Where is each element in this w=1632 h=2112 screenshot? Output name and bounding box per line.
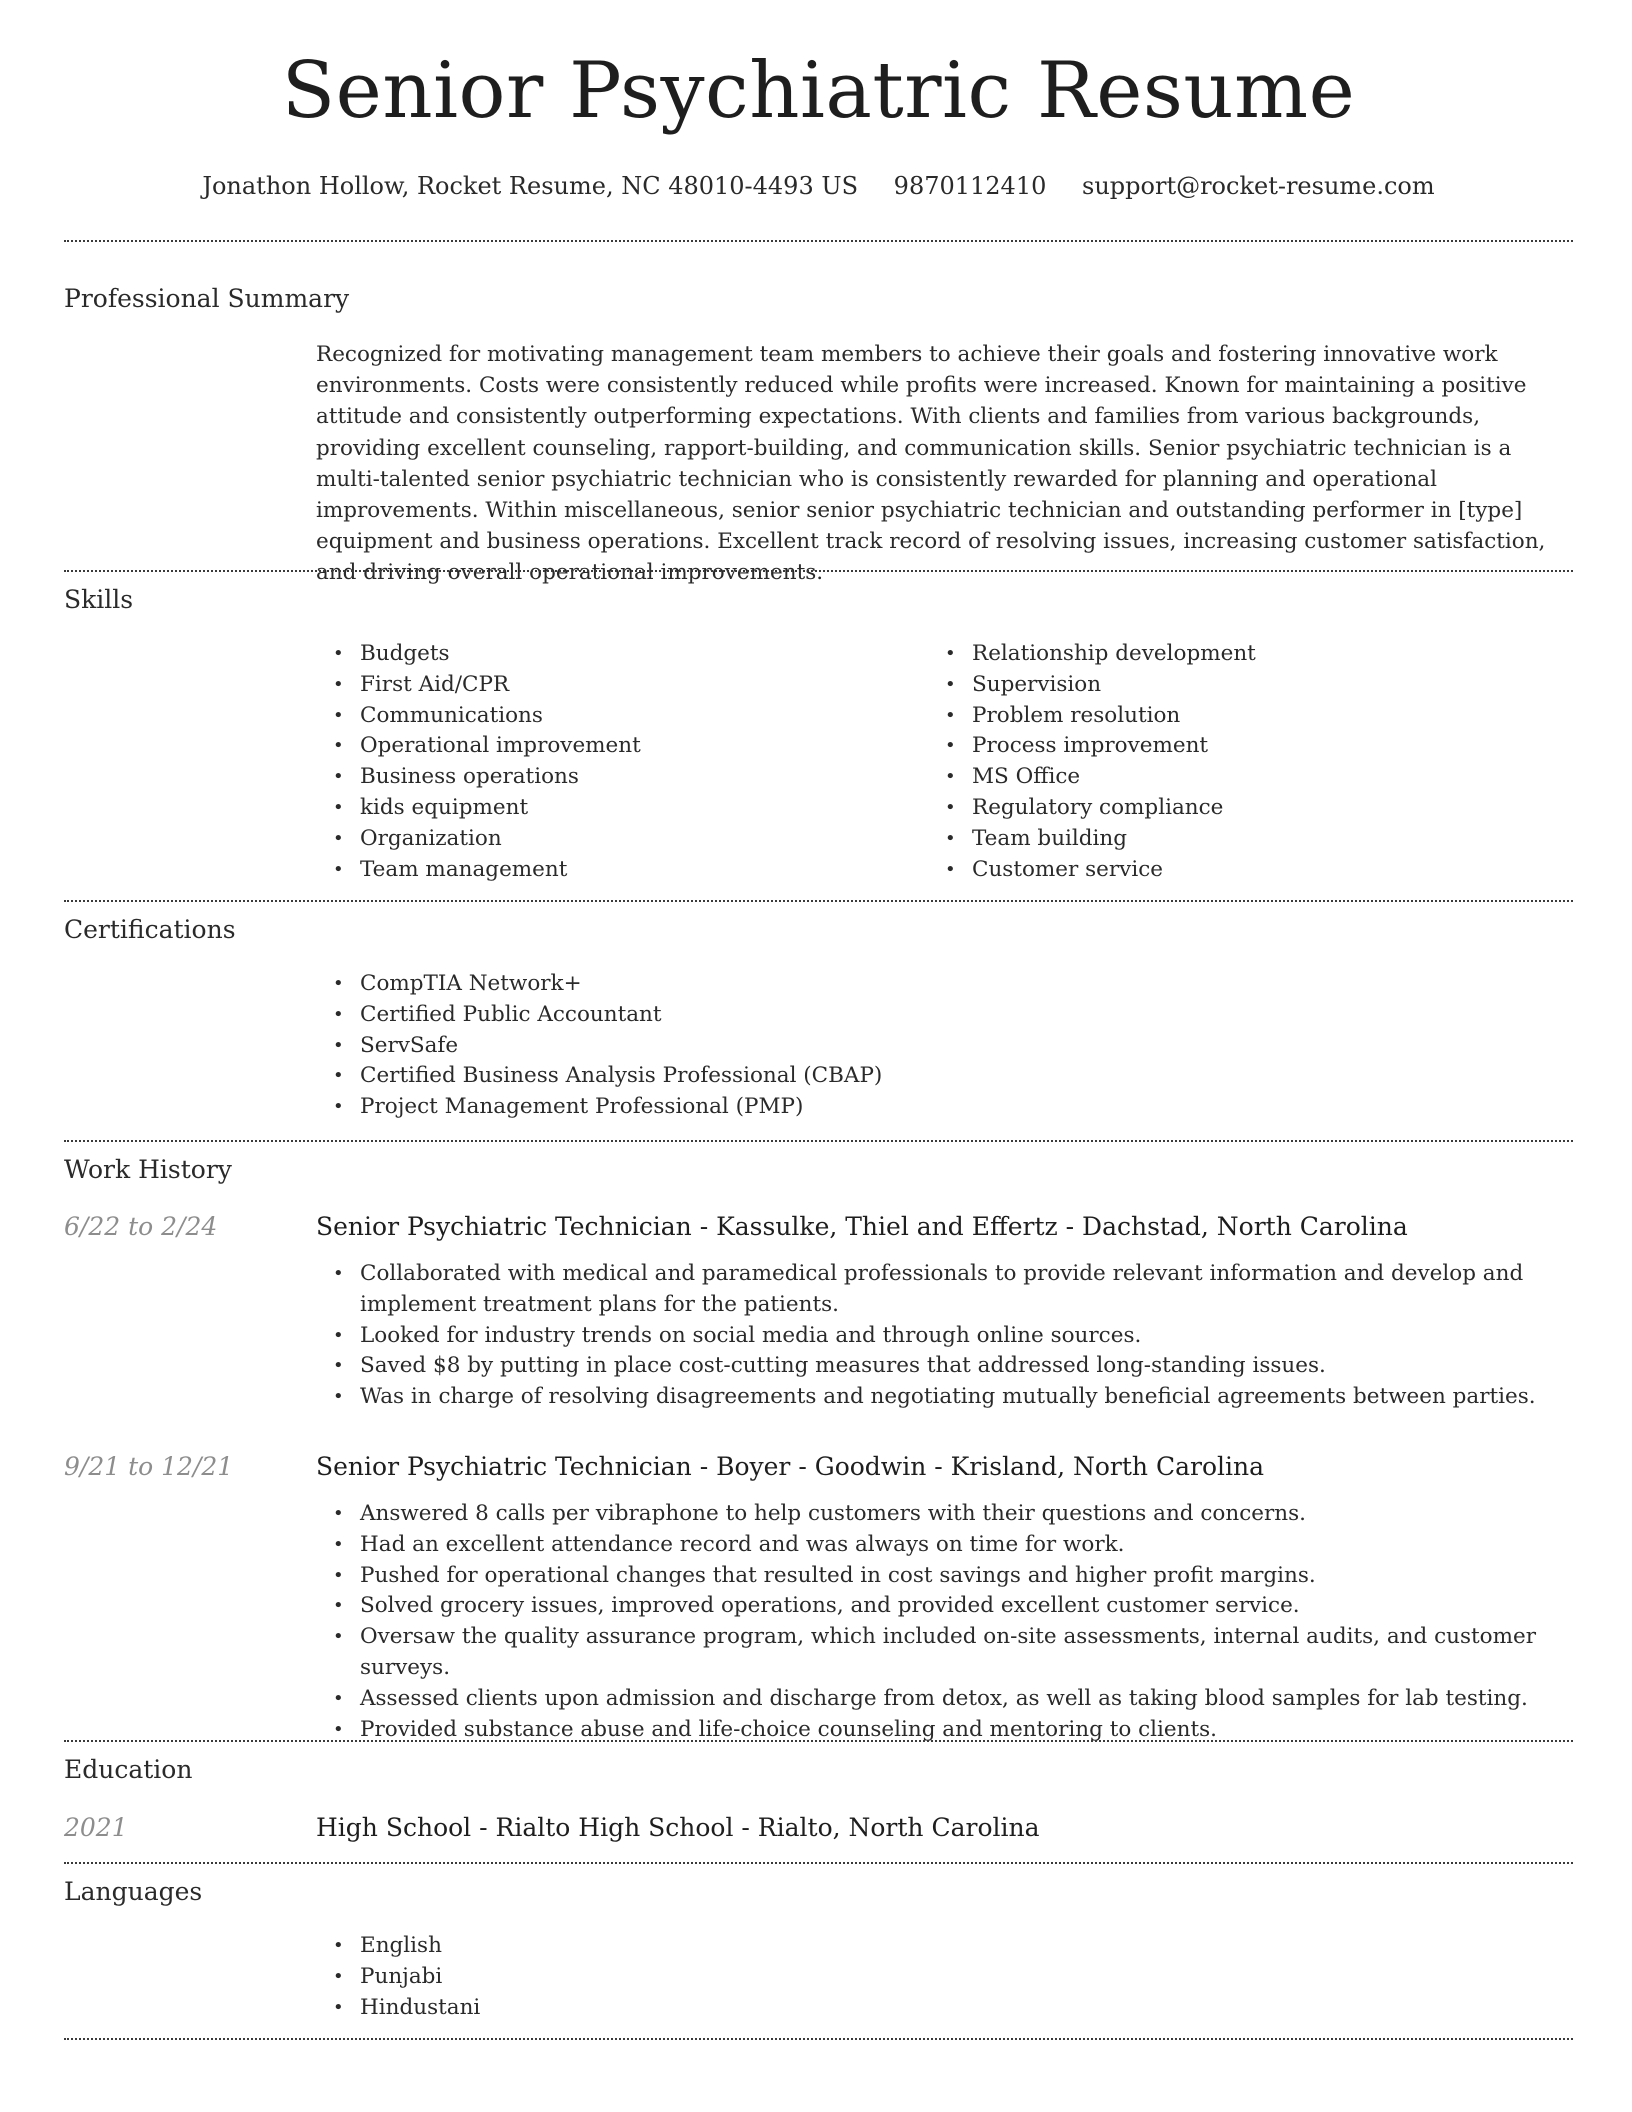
certification-item: • Project Management Professional (PMP) (360, 1092, 1560, 1123)
skill-item: • Team building (972, 824, 1572, 855)
job-bullet: • Answered 8 calls per vibraphone to help customers with their questions and concerns. (360, 1499, 1617, 1530)
skill-item: • Customer service (972, 855, 1572, 886)
job-title: Senior Psychiatric Technician - Kassulke, Thiel and Effertz - Dachstad, North Carolina (316, 1212, 1408, 1241)
certification-item: • CompTIA Network+ (360, 969, 1560, 1000)
job-bullet: • Saved $8 by putting in place cost-cutting measures that addressed long-standing issues. (360, 1351, 1617, 1382)
certifications-list (316, 969, 1560, 1123)
skill-item: • Regulatory compliance (972, 793, 1572, 824)
languages-heading: Languages (64, 1877, 203, 1906)
language-item: • Punjabi (360, 1962, 960, 1993)
job-bullets (316, 1259, 1617, 1413)
skill-item: • Business operations (360, 762, 920, 793)
job-dates: 6/22 to 2/24 (64, 1212, 218, 1241)
job-dates: 9/21 to 12/21 (64, 1452, 234, 1481)
contact-line (64, 174, 1573, 198)
skill-item: • Operational improvement (360, 731, 920, 762)
certifications-heading: Certifications (64, 915, 236, 944)
certification-item: • ServSafe (360, 1031, 1560, 1062)
certification-item: • Certified Business Analysis Professional (CBAP) (360, 1061, 1560, 1092)
skill-item: • MS Office (972, 762, 1572, 793)
divider (64, 2038, 1573, 2040)
job-bullet: • Collaborated with medical and paramedical professionals to provide relevant information and develop and implement treatment plans for the patients. (360, 1259, 1617, 1321)
divider (64, 1140, 1573, 1142)
job-bullet: • Oversaw the quality assurance program, which included on-site assessments, internal audits, and customer surveys. (360, 1622, 1617, 1684)
contact-email: support@rocket-resume.com (1082, 172, 1435, 200)
skills-list-right (928, 639, 1572, 885)
job-bullets (316, 1499, 1617, 1745)
divider (64, 570, 1573, 572)
language-item: • English (360, 1931, 960, 1962)
skill-item: • kids equipment (360, 793, 920, 824)
summary-text: Recognized for motivating management team members to achieve their goals and fostering innovative work environments. Costs were consistently reduced while profits were increased. Known for maintaining a positive attitude and consistently outperforming expectations. With clients and families from various backgrounds, providing excellent counseling, rapport-building, and communication skills. Senior psychiatric technician is a multi-talented senior psychiatric technician who is consistently rewarded for planning and operational improvements. Within miscellaneous, senior senior psychiatric technician and outstanding performer in [type] equipment and business operations. Excellent track record of resolving issues, increasing customer satisfaction, and driving overall operational improvements. (316, 342, 1546, 586)
skill-item: • Organization (360, 824, 920, 855)
skill-item: • Problem resolution (972, 701, 1572, 732)
certification-item: • Certified Public Accountant (360, 1000, 1560, 1031)
divider (64, 240, 1573, 242)
languages-list (316, 1931, 960, 2023)
job-bullet: • Pushed for operational changes that resulted in cost savings and higher profit margins. (360, 1561, 1617, 1592)
contact-address: Jonathon Hollow, Rocket Resume, NC 48010-4493 US (202, 172, 859, 200)
skill-item: • Supervision (972, 670, 1572, 701)
job-bullet: • Looked for industry trends on social media and through online sources. (360, 1321, 1617, 1352)
skill-item: • Process improvement (972, 731, 1572, 762)
education-year: 2021 (64, 1813, 128, 1842)
skills-heading: Skills (64, 585, 134, 614)
skills-list-left (316, 639, 920, 885)
language-item: • Hindustani (360, 1993, 960, 2024)
skill-item: • Team management (360, 855, 920, 886)
divider (64, 1740, 1573, 1742)
summary-heading: Professional Summary (64, 284, 350, 313)
contact-phone: 9870112410 (893, 172, 1047, 200)
page-title: Senior Psychiatric Resume (281, 46, 1356, 136)
skill-item: • Communications (360, 701, 920, 732)
skill-item: • Relationship development (972, 639, 1572, 670)
education-entry: High School - Rialto High School - Rialto, North Carolina (316, 1813, 1040, 1842)
job-bullet: • Was in charge of resolving disagreements and negotiating mutually beneficial agreements between parties. (360, 1382, 1617, 1413)
skill-item: • First Aid/CPR (360, 670, 920, 701)
work-history-heading: Work History (64, 1155, 232, 1184)
job-title: Senior Psychiatric Technician - Boyer - Goodwin - Krisland, North Carolina (316, 1452, 1264, 1481)
job-bullet: • Solved grocery issues, improved operations, and provided excellent customer service. (360, 1591, 1617, 1622)
job-bullet: • Assessed clients upon admission and discharge from detox, as well as taking blood samples for lab testing. (360, 1684, 1617, 1715)
education-heading: Education (64, 1755, 193, 1784)
skill-item: • Budgets (360, 639, 920, 670)
divider (64, 900, 1573, 902)
job-bullet: • Had an excellent attendance record and was always on time for work. (360, 1530, 1617, 1561)
job-bullet: • Provided substance abuse and life-choice counseling and mentoring to clients. (360, 1715, 1617, 1746)
divider (64, 1862, 1573, 1864)
